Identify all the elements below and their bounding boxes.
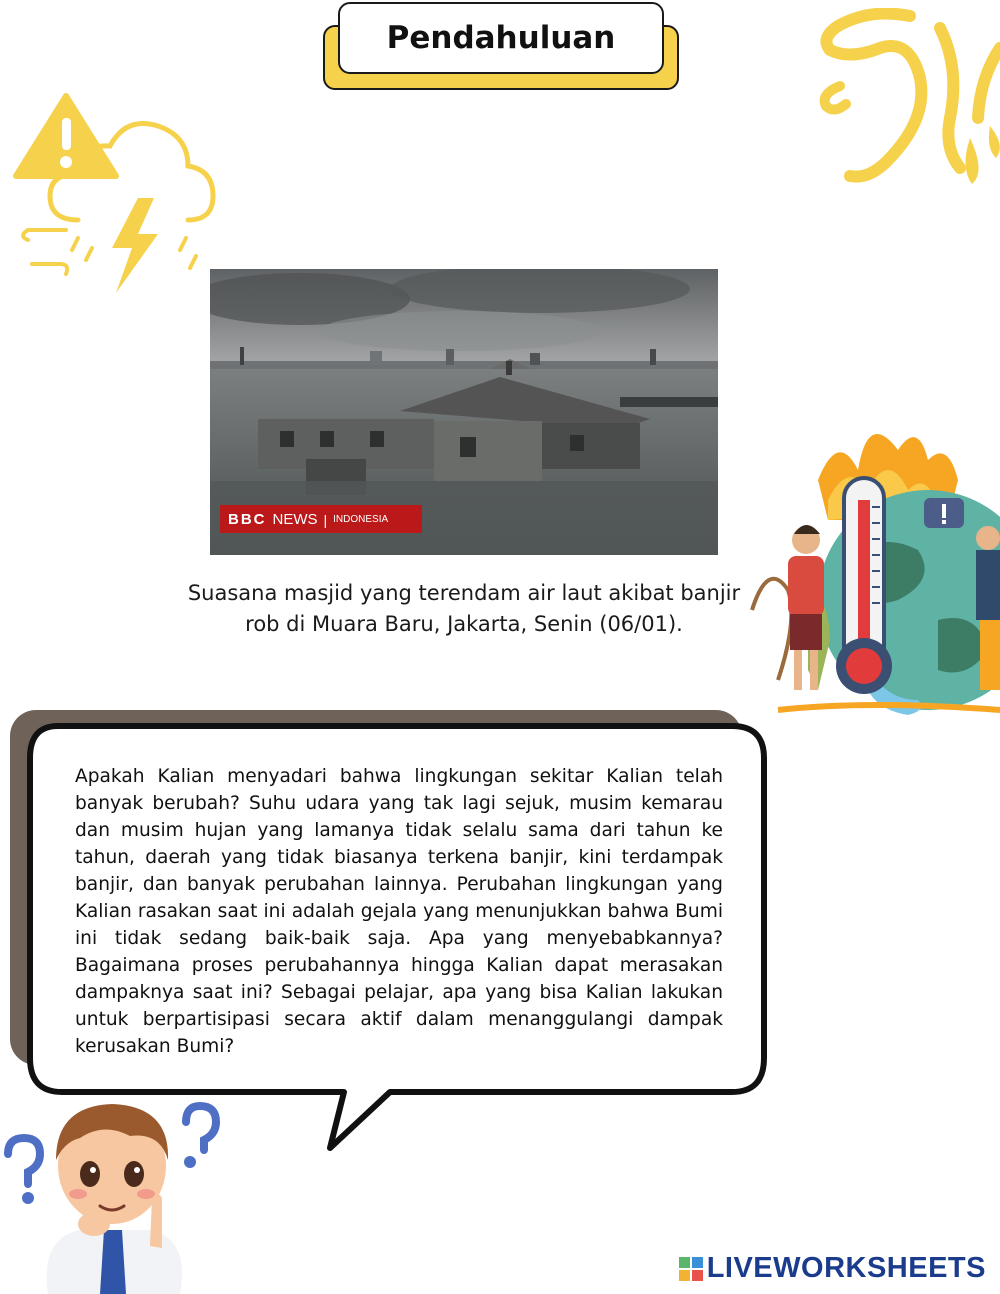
region-label: INDONESIA	[333, 514, 389, 525]
bbc-news-watermark: BBC NEWS | INDONESIA	[228, 511, 389, 528]
brand-name: LIVEWORKSHEETS	[706, 1252, 986, 1284]
liveworksheets-logo-icon	[679, 1257, 703, 1281]
page-title: Pendahuluan	[386, 20, 616, 56]
thinking-boy-illustration	[0, 1098, 230, 1294]
title-box	[338, 2, 664, 74]
sun-icon	[810, 8, 1000, 198]
photo-caption: Suasana masjid yang terendam air laut akibat banjir rob di Muara Baru, Jakarta, Senin (06/01).	[187, 581, 741, 636]
intro-paragraph: Apakah Kalian menyadari bahwa lingkungan sekitar Kalian telah banyak berubah? Suhu udara yang tak lagi sejuk, musim kemarau dan musim hujan yang lamanya tidak selalu sama dari tahun ke tahun, daerah yang tidak biasanya terkena banjir, kini terdampak banjir, dan banyak perubahan lainnya. Perubahan lingkungan yang Kalian rasakan saat ini adalah gejala yang menunjukkan bahwa Bumi ini tidak sedang baik-baik saja. Apa yang menyebabkannya? Bagaimana proses perubahannya hingga Kalian dapat merasakan dampaknya saat ini? Sebagai pelajar, apa yang bisa Kalian lakukan untuk berpartisipasi secara aktif dalam menanggulangi dampak kerusakan Bumi?	[75, 766, 723, 1057]
news-label: NEWS	[272, 511, 318, 528]
bbc-logo: BBC	[228, 511, 267, 528]
flooded-mosque-photo	[210, 269, 718, 555]
warning-storm-icon	[8, 88, 223, 303]
global-warming-illustration	[748, 410, 1000, 720]
liveworksheets-brand[interactable]	[679, 1252, 986, 1285]
